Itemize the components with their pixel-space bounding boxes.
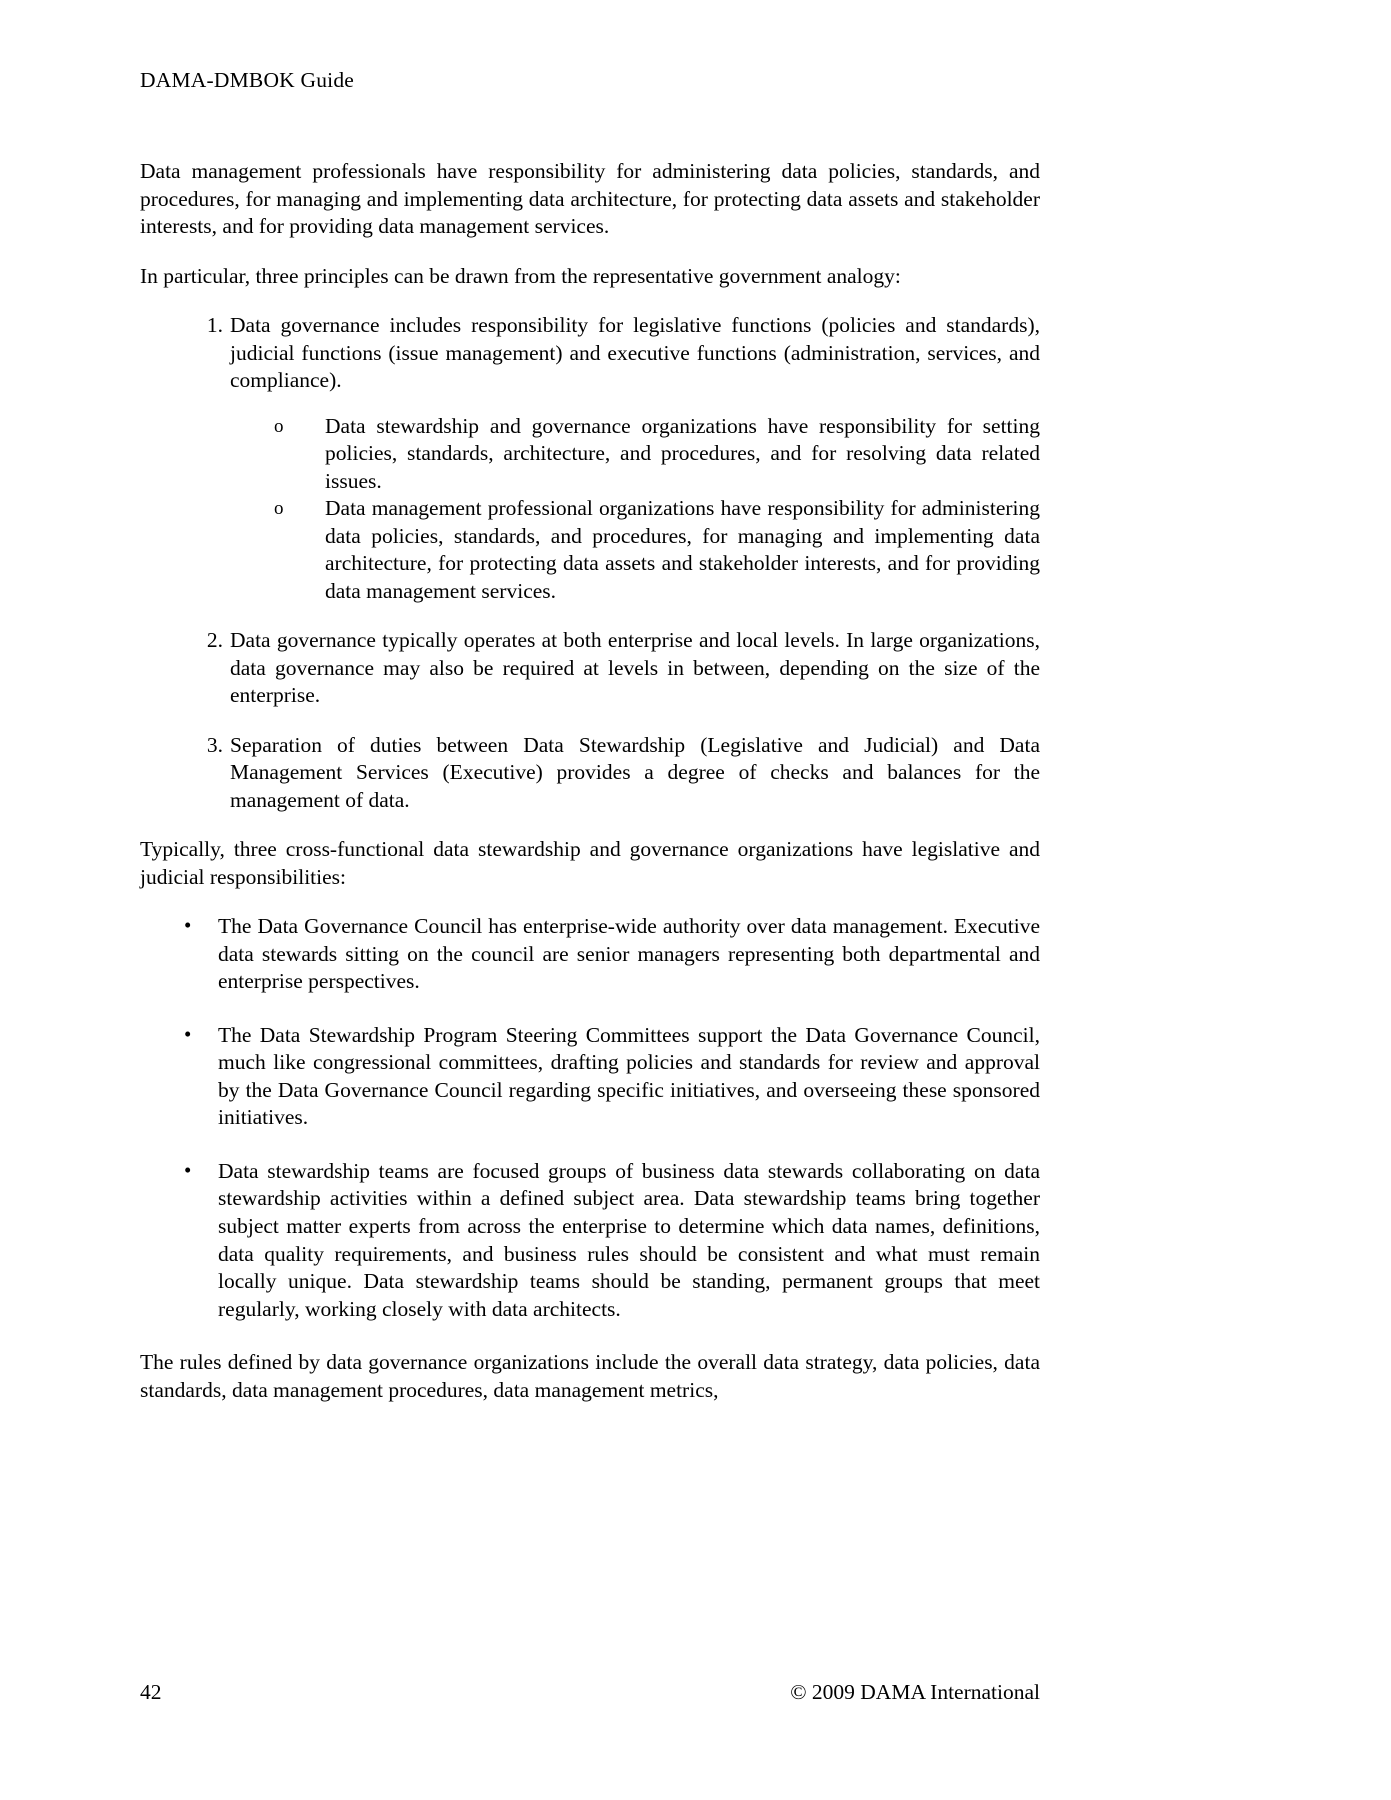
list-marker: 3. — [206, 732, 223, 757]
list-item — [140, 732, 1040, 815]
page-footer — [140, 1680, 1040, 1800]
sub-circle-list — [230, 413, 1040, 606]
list-item-text: Data management professional organizations have responsibility for administering data policies, standards, and procedures, for managing and implementing data architecture, for protecting data assets and stakeholder interests, and for providing data management services. — [325, 496, 1040, 603]
list-item — [230, 495, 1040, 605]
running-header: DAMA-DMBOK Guide — [140, 68, 355, 92]
list-item — [140, 913, 1040, 996]
list-item — [140, 312, 1040, 605]
list-item-text: The Data Stewardship Program Steering Committees support the Data Governance Council, much like congressional committees, drafting policies and standards for review and approval by the Data Governance Council regarding specific initiatives, and overseeing these sponsored initiatives. — [218, 1022, 1040, 1130]
list-item-text: Separation of duties between Data Stewardship (Legislative and Judicial) and Data Management Services (Executive) provides a degree of checks and balances for the management of data. — [230, 732, 1040, 812]
paragraph-intro-1: Data management professionals have responsibility for administering data policies, standards, and procedures, for managing and implementing data architecture, for protecting data assets and stakeholder interests, and for providing data management services. — [140, 159, 1040, 239]
list-item-text: Data governance typically operates at both enterprise and local levels. In large organizations, data governance may also be required at levels in between, depending on the size of the enterprise. — [230, 628, 1040, 708]
footer-page-number: 42 — [140, 1680, 162, 1704]
list-item-text: Data stewardship teams are focused groups of business data stewards collaborating on data stewardship activities within a defined subject area. Data stewardship teams bring together subject matter experts from across the enterprise to determine which data names, definitions, data quality requirements, and business rules should be consistent and what must remain locally unique. Data stewardship teams should be standing, permanent groups that meet regularly, working closely with data architects. — [218, 1158, 1040, 1321]
list-marker: 1. — [206, 313, 223, 338]
list-item-text: Data governance includes responsibility for legislative functions (policies and standards), judicial functions (issue management) and executive functions (administration, services, and compliance). — [230, 313, 1040, 393]
list-item-text: The Data Governance Council has enterprise-wide authority over data management. Executive data stewards sitting on the council are senior managers representing both departmental and enterprise perspectives. — [218, 914, 1040, 994]
list-item — [230, 413, 1040, 496]
page-body — [140, 158, 1040, 1404]
governance-bullet-list — [140, 913, 1040, 1323]
list-marker: 2. — [206, 628, 223, 653]
list-item — [140, 1022, 1040, 1132]
paragraph-mid: Typically, three cross-functional data stewardship and governance organizations have legislative and judicial responsibilities: — [140, 837, 1040, 889]
numbered-principles-list — [140, 312, 1040, 814]
list-item — [140, 1158, 1040, 1323]
bullet-marker-icon: • — [184, 913, 192, 938]
circle-marker-icon: o — [274, 498, 284, 520]
footer-copyright: © 2009 DAMA International — [790, 1680, 1040, 1704]
paragraph-closing: The rules defined by data governance organizations include the overall data strategy, data policies, data standards, data management procedures, data management metrics, — [140, 1350, 1040, 1402]
circle-marker-icon: o — [274, 415, 284, 437]
bullet-marker-icon: • — [184, 1021, 192, 1046]
list-item-text: Data stewardship and governance organizations have responsibility for setting policies, standards, architecture, and procedures, and for resolving data related issues. — [325, 413, 1040, 493]
bullet-marker-icon: • — [184, 1157, 192, 1182]
paragraph-intro-2: In particular, three principles can be drawn from the representative government analogy: — [140, 263, 901, 288]
list-item — [140, 627, 1040, 710]
